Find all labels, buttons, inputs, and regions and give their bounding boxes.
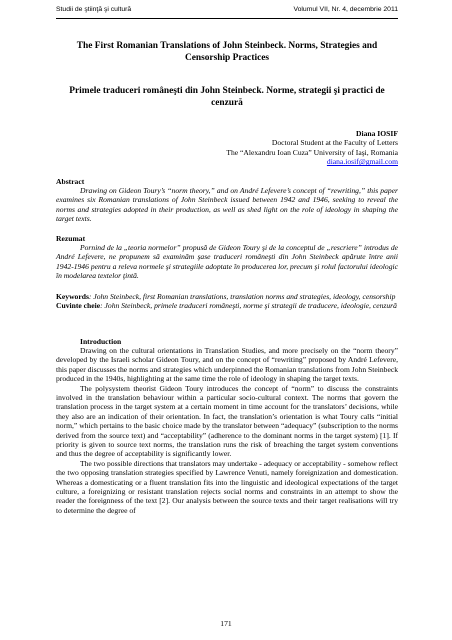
title-english: The First Romanian Translations of John Steinbeck. Norms, Strategies and Censorship Practices bbox=[76, 41, 378, 63]
keywords-text: : John Steinbeck, first Romanian translations, translation norms and strategies, ideology, censorship bbox=[88, 291, 396, 301]
volume-info: Volumul VII, Nr. 4, decembrie 2011 bbox=[293, 6, 398, 13]
author-affiliation: The “Alexandru Ioan Cuza” University of Iaşi, Romania bbox=[226, 147, 398, 157]
abstract-heading: Abstract bbox=[56, 176, 85, 186]
author-name: Diana IOSIF bbox=[356, 129, 398, 138]
page-number: 171 bbox=[220, 619, 232, 628]
intro-paragraph-1: Drawing on the cultural orientations in Translation Studies, and more precisely on the “norm theory” developed by the Israeli scholar Gideon Toury, and on the concept of “rewriting” proposed by André Lefevere, this paper discusses the norms and strategies which underpinned the Romanian translations from John Steinbeck produced in the 1940s, highlighting at the same time the role of ideology in shaping the target texts. bbox=[56, 345, 398, 384]
intro-paragraph-3: The two possible directions that translators may undertake - adequacy or acceptability - somehow reflect the two opposing translation strategies specified by Lawrence Venuti, namely foreignization and domestication. Whereas a domesticating or a fluent translation fits into the linguistic and ideological expectations of the target culture, a foreignizing or resistant translation rejects social norms and constraints in an attempt to show the reader the foreignness of the text [2]. Our analysis between the source texts and their target realisations will try to determine the degree of bbox=[56, 458, 398, 515]
journal-name: Studii de ştiinţă şi cultură bbox=[56, 6, 132, 13]
author-block bbox=[56, 129, 398, 167]
keywords-label: Keywords bbox=[56, 291, 89, 301]
author-role: Doctoral Student at the Faculty of Letters bbox=[271, 138, 398, 148]
rezumat-heading: Rezumat bbox=[56, 233, 86, 243]
keywords-line bbox=[56, 292, 398, 301]
intro-paragraph-2: The polysystem theorist Gideon Toury introduces the concept of “norm” to discuss the constraints involved in the translation behaviour within a particular socio-cultural context. The norms that govern the translation process in the target system at a certain moment in time account for the translators’ decisions, while they also are an indication of their orientation. In fact, the translation’s orientation is what Toury calls “initial norm,” which pertains to the basic choice made by the translator between “adequacy” (subscription to the norms derived from the source text) and “acceptability” (adherence to the dominant norms in the target system) [1]. If priority is given to source text norms, the translation runs the risk of breaching the target system conventions and thus the degree of acceptability is significantly lower. bbox=[56, 383, 398, 459]
title-romanian: Primele traduceri româneşti din John Steinbeck. Norme, strategii şi practici de cenzură bbox=[69, 86, 385, 108]
introduction-heading: Introduction bbox=[80, 336, 122, 346]
author-email-link[interactable]: diana.iosif@gmail.com bbox=[326, 157, 398, 167]
running-header bbox=[56, 6, 398, 17]
cuvinte-cheie-text: : John Steinbeck, primele traduceri româneşti, norme şi strategii de traducere, ideologie, cenzură bbox=[100, 301, 397, 311]
article-body bbox=[56, 40, 398, 515]
rezumat-text: Pornind de la „teoria normelor” propusă de Gideon Toury şi de la conceptul de „rescriere” introdus de André Lefevere, ne propunem să examinăm şase traduceri româneşti din John Steinbeck apărute între anii 1942-1946 pentru a releva normele şi strategiile adoptate în producerea lor, precum şi rolul factorului ideologic în modelarea textelor ţintă. bbox=[56, 243, 398, 281]
cuvinte-cheie-line bbox=[56, 301, 398, 310]
header-rule bbox=[56, 18, 398, 19]
cuvinte-cheie-label: Cuvinte cheie bbox=[56, 301, 101, 311]
abstract-text: Drawing on Gideon Toury’s “norm theory,” and on André Lefevere’s concept of “rewriting,” this paper examines six Romanian translations of John Steinbeck issued between 1942 and 1946, seeking to reveal the norms and strategies adopted in their production, as well as shed light on the role of ideology in shaping the target texts. bbox=[56, 186, 398, 224]
